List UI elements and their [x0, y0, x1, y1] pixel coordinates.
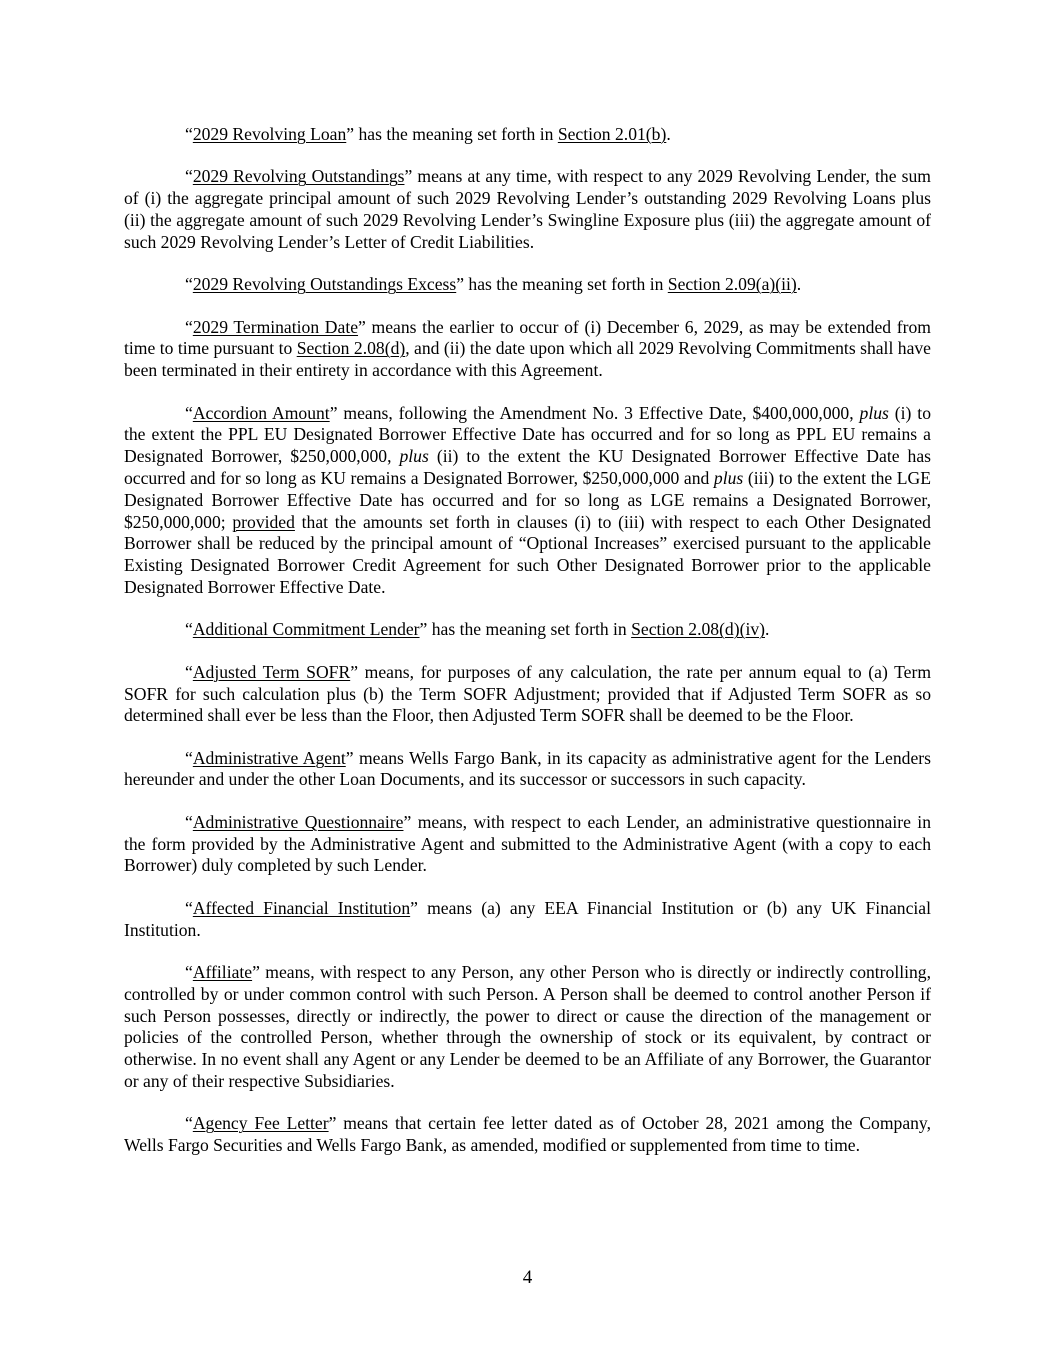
- defined-term: 2029 Revolving Outstandings Excess: [192, 274, 457, 295]
- section-reference: Section 2.01(b): [557, 124, 667, 144]
- definition-accordion-amount: “Accordion Amount” means, following the Amendment No. 3 Effective Date, $400,000,000, plus (i) to the extent the PPL EU Designated Borrower Effective Date has occurred and for so long as PPL EU remains a Designated Borrower, $250,000,000, plus (ii) to the extent the KU Designated Borrower Effective Date has occurred and for so long as KU remains a Designated Borrower, $250,000,000 and plus (iii) to the extent the LGE Designated Borrower Effective Date has occurred and for so long as LGE remains a Designated Borrower, $250,000,000; provided that the amounts set forth in clauses (i) to (iii) with respect to each Other Designated Borrower shall be reduced by the principal amount of “Optional Increases” exercised pursuant to the applicable Existing Designated Borrower Credit Agreement for such Other Designated Borrower prior to the applicable Designated Borrower Effective Date.: [124, 402, 931, 597]
- defined-term: Additional Commitment Lender: [192, 619, 420, 640]
- document-page: [124, 124, 931, 1178]
- defined-term: Affiliate: [192, 962, 253, 983]
- section-reference: Section 2.08(d)(iv): [631, 619, 765, 640]
- plus-italic: plus: [713, 467, 744, 488]
- section-reference: Section 2.08(d): [296, 338, 406, 359]
- definition-2029-termination-date: “2029 Termination Date” means the earlier to occur of (i) December 6, 2029, as may be extended from time to time pursuant to Section 2.08(d), and (ii) the date upon which all 2029 Revolving Commitments shall have been terminated in their entirety in accordance with this Agreement.: [124, 316, 931, 381]
- definition-2029-revolving-loan: “2029 Revolving Loan” has the meaning set forth in Section 2.01(b).: [185, 124, 671, 144]
- definition-2029-revolving-outstandings-excess: “2029 Revolving Outstandings Excess” has the meaning set forth in Section 2.09(a)(ii).: [185, 274, 802, 295]
- definition-2029-revolving-outstandings: “2029 Revolving Outstandings” means at any time, with respect to any 2029 Revolving Lender, the sum of (i) the aggregate principal amount of such 2029 Revolving Lender’s outstanding 2029 Revolving Loans plus (ii) the aggregate amount of such 2029 Revolving Lender’s Swingline Exposure plus (iii) the aggregate amount of such 2029 Revolving Lender’s Letter of Credit Liabilities.: [124, 166, 931, 252]
- page-number: 4: [522, 1267, 533, 1288]
- defined-term: 2029 Revolving Loan: [192, 124, 347, 144]
- defined-term: Administrative Agent: [192, 747, 346, 768]
- defined-term: 2029 Termination Date: [192, 316, 359, 337]
- plus-italic: plus: [399, 446, 429, 467]
- definition-affected-financial-institution: “Affected Financial Institution” means (a) any EEA Financial Institution or (b) any UK Financial Institution.: [124, 897, 931, 940]
- definition-administrative-agent: “Administrative Agent” means Wells Fargo Bank, in its capacity as administrative agent for the Lenders hereunder and under the other Loan Documents, and its successor or successors in such capacity.: [124, 747, 931, 790]
- definition-adjusted-term-sofr: “Adjusted Term SOFR” means, for purposes of any calculation, the rate per annum equal to (a) Term SOFR for such calculation plus (b) the Term SOFR Adjustment; provided that if Adjusted Term SOFR as so determined shall ever be less than the Floor, then Adjusted Term SOFR shall be deemed to be the Floor.: [124, 661, 932, 726]
- plus-italic: plus: [859, 402, 889, 423]
- section-reference: Section 2.09(a)(ii): [667, 274, 797, 295]
- defined-term: Administrative Questionnaire: [192, 811, 404, 832]
- defined-term: Accordion Amount: [192, 402, 330, 423]
- definition-additional-commitment-lender: “Additional Commitment Lender” has the meaning set forth in Section 2.08(d)(iv).: [185, 619, 770, 640]
- provided-underlined: provided: [232, 511, 295, 532]
- defined-term: Agency Fee Letter: [192, 1113, 329, 1134]
- definition-affiliate: “Affiliate” means, with respect to any Person, any other Person who is directly or indirectly controlling, controlled by or under common control with such Person. A Person shall be deemed to control another Person if such Person possesses, directly or indirectly, the power to direct or cause the direction of the management or policies of the controlled Person, whether through the ownership of stock or its equivalent, by contract or otherwise. In no event shall any Agent or any Lender be deemed to be an Affiliate of any Borrower, the Guarantor or any of their respective Subsidiaries.: [124, 962, 931, 1092]
- definition-agency-fee-letter: “Agency Fee Letter” means that certain fee letter dated as of October 28, 2021 among the Company, Wells Fargo Securities and Wells Fargo Bank, as amended, modified or supplemented from time to time.: [124, 1113, 931, 1156]
- definition-administrative-questionnaire: “Administrative Questionnaire” means, with respect to each Lender, an administrative questionnaire in the form provided by the Administrative Agent and submitted to the Administrative Agent (with a copy to each Borrower) duly completed by such Lender.: [124, 811, 931, 876]
- defined-term: Affected Financial Institution: [192, 897, 411, 918]
- defined-term: Adjusted Term SOFR: [192, 661, 351, 682]
- defined-term: 2029 Revolving Outstandings: [192, 166, 405, 187]
